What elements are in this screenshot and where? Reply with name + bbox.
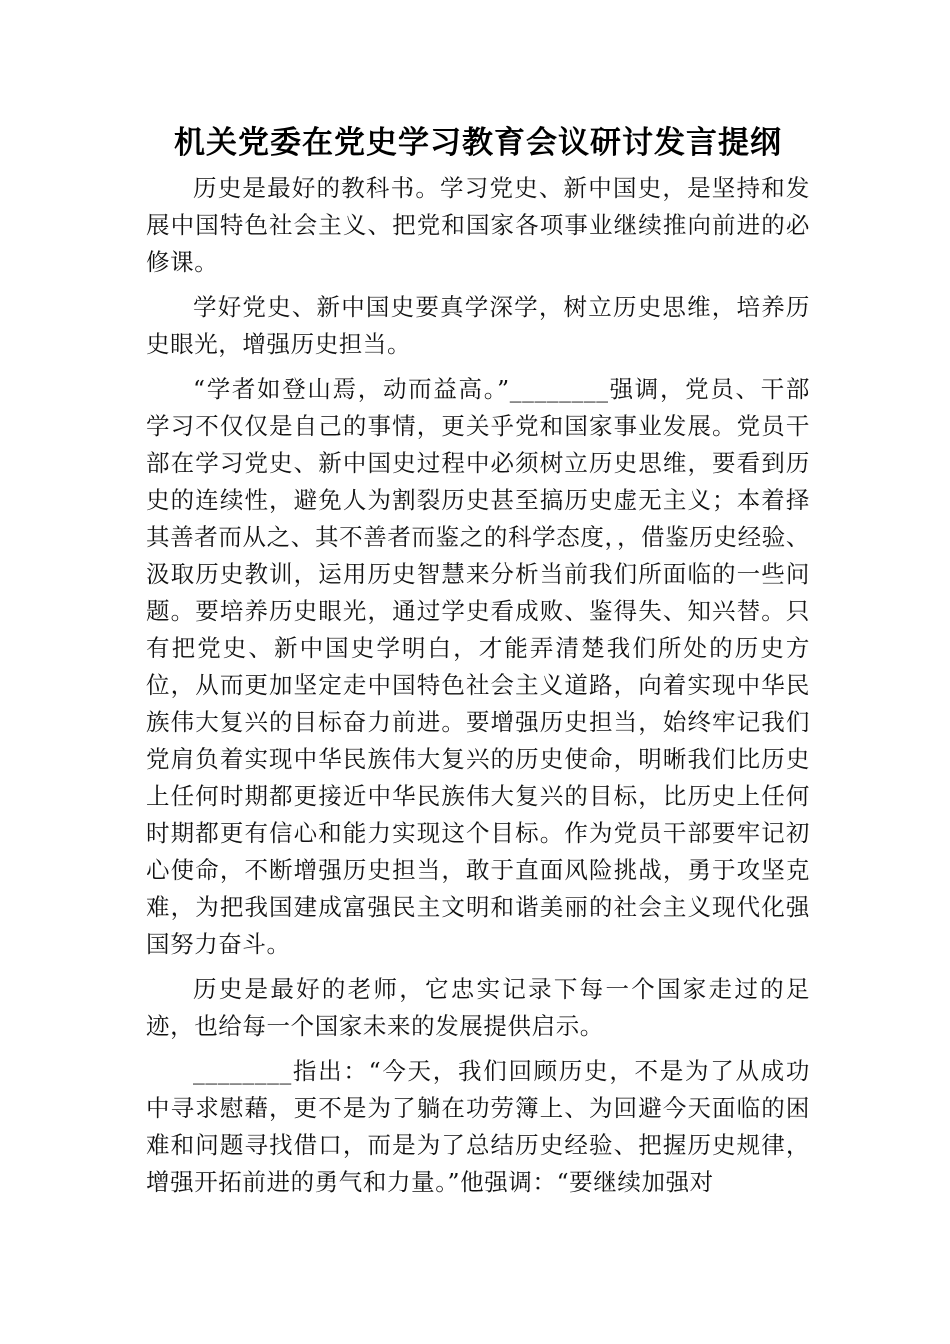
document-title: 机关党委在党史学习教育会议研讨发言提纲 (174, 125, 782, 161)
paragraph-2: 学好党史、新中国史要真学深学，树立历史思维，培养历史眼光，增强历史担当。 (146, 293, 810, 358)
document-page (146, 120, 810, 1209)
paragraph-5: ________指出：“今天，我们回顾历史，不是为了从成功中寻求慰藉，更不是为了躺在功劳簿上、为回避今天面临的困难和问题寻找借口，而是为了总结历史经验、把握历史规律，增强开拓前进的勇气和力量。”他强调：“要继续加强对 (146, 1057, 810, 1196)
paragraph-3: “学者如登山焉，动而益高。”________强调，党员、干部学习不仅仅是自己的事情，更关乎党和国家事业发展。党员干部在学习党史、新中国史过程中必须树立历史思维，要看到历史的连续性，避免人为割裂历史甚至搞历史虚无主义；本着择其善者而从之、其不善者而鉴之的科学态度，，借鉴历史经验、汲取历史教训，运用历史智慧来分析当前我们所面临的一些问题。要培养历史眼光，通过学史看成败、鉴得失、知兴替。只有把党史、新中国史学明白，才能弄清楚我们所处的历史方位，从而更加坚定走中国特色社会主义道路，向着实现中华民族伟大复兴的目标奋力前进。要增强历史担当，始终牢记我们党肩负着实现中华民族伟大复兴的历史使命，明晰我们比历史上任何时期都更接近中华民族伟大复兴的目标，比历史上任何时期都更有信心和能力实现这个目标。作为党员干部要牢记初心使命，不断增强历史担当，敢于直面风险挑战，勇于攻坚克难，为把我国建成富强民主文明和谐美丽的社会主义现代化强国努力奋斗。 (146, 375, 810, 958)
paragraph-1: 历史是最好的教科书。学习党史、新中国史，是坚持和发展中国特色社会主义、把党和国家各项事业继续推向前进的必修课。 (146, 174, 810, 276)
paragraph-4: 历史是最好的老师，它忠实记录下每一个国家走过的足迹，也给每一个国家未来的发展提供启示。 (146, 975, 810, 1040)
